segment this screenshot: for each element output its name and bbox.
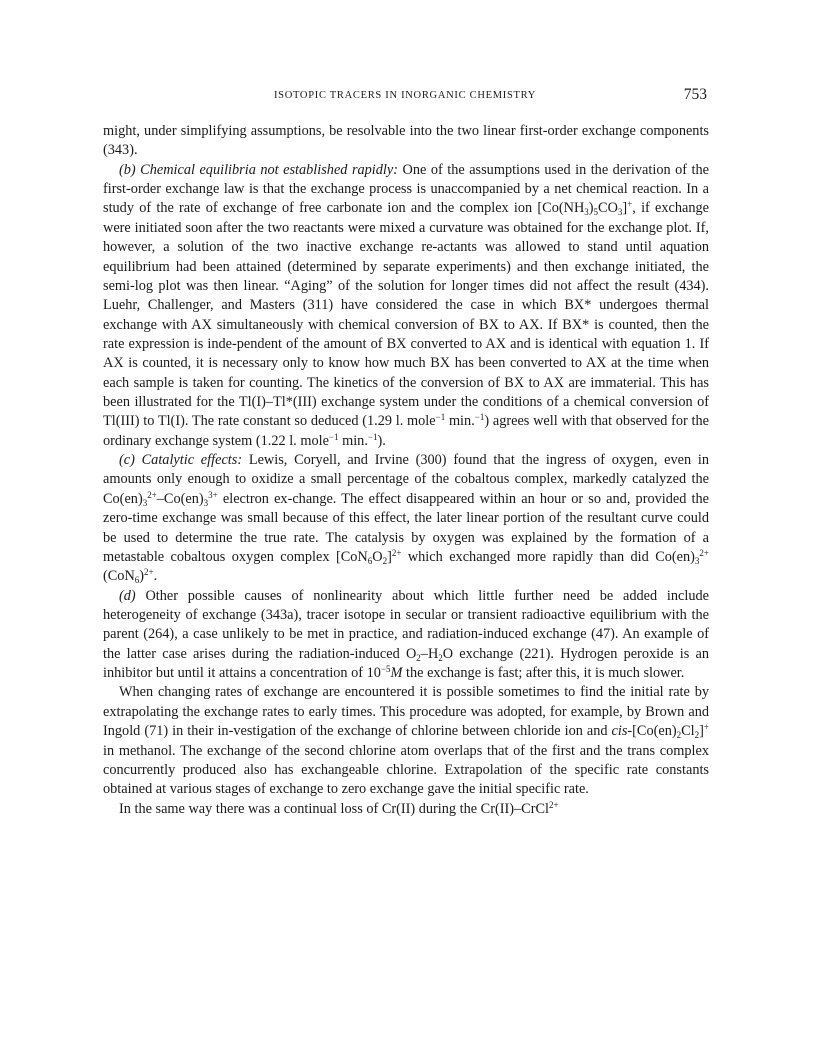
paragraph-b-chemical-equilibria: [103, 161, 709, 451]
text-run: –Co(en): [156, 490, 204, 507]
text-run: the exchange is fast; after this, it is much slower.: [402, 665, 685, 682]
paragraph-c-catalytic-effects: [103, 451, 709, 587]
superscript: −5: [380, 664, 391, 675]
text-run: Other possible causes of nonlinearity about which little further need be added include heterogeneity of exchange (343a), tracer isotope in secular or transient radioactive equilibrium with the parent (264), a case unlikely to be met in practice, and radiation-induced exchange (47). An example of the latter case arises during the radiation-induced O: [103, 587, 709, 662]
body-text: [103, 122, 709, 819]
subscript: 6: [134, 575, 140, 586]
item-label: (b): [119, 161, 136, 178]
subscript: 5: [593, 207, 599, 218]
text-run: ]: [387, 548, 392, 565]
text-run: In the same way there was a continual loss of Cr(II) during the Cr(II)–CrCl: [119, 800, 549, 817]
subscript: 3: [617, 207, 623, 218]
superscript: +: [703, 722, 709, 733]
paragraph-text: might, under simplifying assumptions, be resolvable into the two linear first-order exchange components (343).: [103, 123, 709, 159]
section-heading: Catalytic effects:: [141, 452, 243, 469]
text-run: ) agrees well with that observed for the ordinary exchange system (1.22 l. mole: [103, 413, 709, 449]
italic-run: cis: [611, 723, 628, 740]
page-number: 753: [683, 86, 707, 103]
paragraph-continual-loss: [103, 800, 709, 819]
text-run: Lewis, Coryell, and Irvine (300) found that the ingress of oxygen, even in amounts only enough to oxidize a small percentage of the cobaltous complex, markedly catalyzed the Co(en): [103, 452, 710, 507]
section-heading: Chemical equilibria not established rapidly:: [140, 161, 399, 178]
item-label: (c): [119, 452, 135, 469]
subscript: 3: [142, 497, 148, 508]
superscript: −1: [367, 431, 378, 442]
text-run: ): [588, 200, 594, 217]
superscript: 2+: [548, 799, 559, 810]
page-header: [103, 86, 707, 110]
text-run: , if exchange were initiated soon after the two reactants were mixed a curvature was obtained for the exchange plot. If, however, a solution of the two inactive exchange re-actants was allowed to stand until aquation equilibrium had been attained (determined by separate experiments) and then exchange initiated, the semi-log plot was then linear. “Aging” of the solution for longer times did not affect the result (434). Luehr, Challenger, and Masters (311) have considered the case in which BX* undergoes thermal exchange with AX simultaneously with chemical conversion of BX to AX. If BX* is counted, then the rate expression is inde-pendent of the amount of BX converted to AX and is identical with equation 1. If AX is counted, it is necessary only to know how much BX has been converted to AX at the time when each sample is taken for counting. The kinetics of the conversion of BX to AX are immaterial. This has been illustrated for the Tl(I)–Tl*(III) exchange system under the conditions of a chemical conversion of Tl(III) to Tl(I). The rate constant so deduced (1.29 l. mole: [103, 200, 710, 430]
text-run: O exchange (221). Hydrogen peroxide is an inhibitor but until it attains a concentration of 10: [103, 645, 709, 682]
text-run: (CoN: [103, 568, 135, 585]
text-run: When changing rates of exchange are encountered it is possible sometimes to find the initial rate by extrapolating the exchange rates to early times. This procedure was adopted, for example, by Brown and Ingold (71) in their in-vestigation of the exchange of chlorine between chloride ion and: [103, 684, 709, 740]
superscript: 2+: [391, 547, 402, 558]
italic-run: M: [390, 665, 403, 682]
text-run: in methanol. The exchange of the second chlorine atom overlaps that of the first and the trans complex concurrently produced also has exchangeable chlorine. Extrapolation of the specific rate constants obtained at various stages of exchange to zero exchange gave the initial specific rate.: [103, 742, 709, 798]
subscript: 2: [382, 555, 388, 566]
paragraph-1: [103, 122, 709, 161]
text-run: -[Co(en): [627, 723, 677, 740]
superscript: 2+: [147, 489, 157, 500]
text-run: ]: [699, 723, 704, 740]
text-run: ): [139, 568, 145, 585]
superscript: 2+: [144, 567, 154, 578]
subscript: 2: [676, 730, 682, 741]
text-run: ]: [622, 200, 628, 217]
text-run: min.: [338, 432, 368, 449]
subscript: 3: [584, 207, 589, 218]
text-run: electron ex-change. The effect disappeared within an hour or so and, provided the zero-time exchange was small because of this effect, the later linear portion of the resultant curve could be used to determine the true rate. The catalysis by oxygen was explained by the formation of a metastable cobaltous oxygen complex [CoN: [103, 490, 709, 565]
text-run: .: [153, 568, 158, 585]
superscript: 2+: [699, 547, 709, 558]
text-run: One of the assumptions used in the derivation of the first-order exchange law is that the exchange process is unaccompanied by a net chemical reaction. In a study of the rate of exchange of free carbonate ion and the complex ion [Co(NH: [103, 161, 710, 217]
subscript: 3: [694, 555, 700, 566]
superscript: −1: [474, 412, 485, 423]
text-run: min.: [445, 413, 475, 430]
superscript: 3+: [208, 489, 218, 500]
text-run: ).: [377, 432, 386, 449]
text-run: CO: [598, 200, 618, 217]
text-run: –H: [420, 645, 439, 662]
superscript: −1: [328, 431, 339, 442]
superscript: +: [627, 199, 633, 210]
subscript: 2: [694, 730, 700, 741]
subscript: 2: [438, 652, 443, 663]
text-run: Cl: [681, 723, 695, 740]
paragraph-d-other-causes: [103, 587, 709, 684]
subscript: 6: [367, 555, 373, 566]
text-run: O: [372, 548, 383, 565]
subscript: 3: [203, 497, 209, 508]
text-run: which exchanged more rapidly than did Co(en): [401, 548, 695, 565]
running-head: ISOTOPIC TRACERS IN INORGANIC CHEMISTRY: [273, 90, 537, 101]
superscript: −1: [435, 412, 446, 423]
item-label: (d): [119, 587, 136, 604]
subscript: 2: [416, 652, 421, 663]
paragraph-initial-rate-extrapolation: [103, 683, 709, 799]
